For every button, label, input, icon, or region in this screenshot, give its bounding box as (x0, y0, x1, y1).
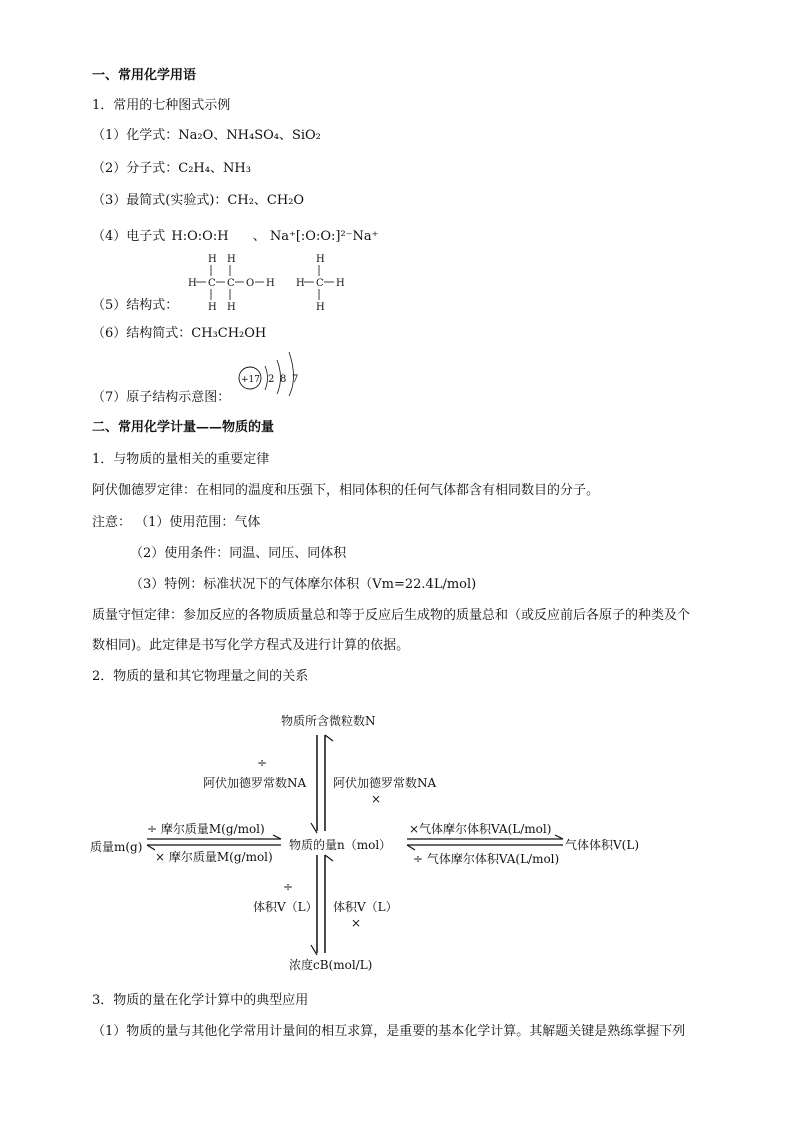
atom-c: C (316, 278, 324, 289)
peroxide-electron-formula: H:O:O:H (171, 229, 229, 244)
times-sign: × (371, 792, 382, 806)
note-item: （2）使用条件：同温、同压、同体积 (130, 546, 347, 561)
nucleus-charge: +17 (241, 375, 260, 385)
note-item: （3）特例：标准状况下的气体摩尔体积（Vm=22.4L/mol) (130, 577, 477, 592)
item-molecular-formula: （2）分子式：C₂H₄、NH₃ (92, 161, 251, 176)
label-volume-right: 体积V（L） (333, 900, 398, 914)
atom-o: O (246, 278, 255, 289)
na2o2-electron-formula: Na⁺[:O:O:]²⁻Na⁺ (269, 229, 379, 244)
section1-subtitle: 1．常用的七种图式示例 (92, 98, 231, 113)
application-paragraph: （1）物质的量与其他化学常用计量间的相互求算，是重要的基本化学计算。其解题关键是熟练掌握下列 (92, 1024, 686, 1039)
atom-h: H (266, 278, 275, 289)
section2-sub1: 1．与物质的量相关的重要定律 (92, 452, 270, 467)
atom-h: H (208, 254, 217, 265)
section2-sub2: 2．物质的量和其它物理量之间的关系 (92, 669, 309, 684)
atom-h: H (316, 302, 325, 313)
item-electron-formula-label: （4）电子式 (92, 229, 166, 244)
section1-title: 一、常用化学用语 (92, 68, 197, 83)
atom-h: H (316, 254, 325, 265)
div-sign: ÷ (283, 880, 294, 894)
node-amount-of-substance: 物质的量n（mol） (289, 838, 392, 852)
atom-h: H (336, 278, 345, 289)
section2-sub3: 3．物质的量在化学计算中的典型应用 (92, 993, 309, 1008)
node-gas-volume: 气体体积V(L) (565, 838, 639, 852)
mass-law-line1: 质量守恒定律：参加反应的各物质质量总和等于反应后生成物的质量总和（或反应前后各原子的种类及个 (92, 608, 691, 623)
item-electron-formula (92, 228, 379, 246)
label-molar-mass-times: × 摩尔质量M(g/mol) (155, 850, 273, 864)
label-molar-mass-div: ÷ 摩尔质量M(g/mol) (147, 822, 265, 836)
item-condensed-formula: （6）结构简式：CH₃CH₂OH (92, 326, 267, 341)
node-particle-count: 物质所含微粒数N (281, 714, 376, 728)
item-simplest-formula: （3）最简式(实验式)：CH₂、CH₂O (92, 193, 305, 208)
item-structural-formula: （5）结构式： (92, 298, 179, 313)
times-sign: × (351, 916, 362, 930)
atom-h: H (208, 302, 217, 313)
note-label: 注意： (92, 515, 132, 530)
atom-h: H (227, 302, 236, 313)
mass-law-line2: 数相同)。此定律是书写化学方程式及进行计算的依据。 (92, 638, 410, 653)
atom-h: H (296, 278, 305, 289)
label-gas-volume-div: ÷ 气体摩尔体积VA(L/mol) (413, 852, 560, 866)
label-volume-left: 体积V（L） (253, 900, 318, 914)
item-atom-diagram: （7）原子结构示意图： (92, 390, 231, 405)
note-item: （1）使用范围：气体 (135, 515, 261, 530)
quantity-relationship-diagram (85, 705, 685, 980)
item-chemical-formula: （1）化学式：Na₂O、NH₄SO₄、SiO₂ (92, 128, 321, 143)
label-gas-volume-times: ×气体摩尔体积VA(L/mol) (409, 822, 552, 836)
note-line (92, 514, 260, 532)
separator: 、 (252, 229, 266, 244)
structural-formula-figure (180, 250, 360, 315)
label-avogadro-left: 阿伏加德罗常数NA (203, 776, 307, 790)
shell-electrons: 8 (280, 374, 287, 385)
node-concentration: 浓度cB(mol/L) (289, 958, 373, 972)
atom-c: C (227, 278, 235, 289)
label-avogadro-right: 阿伏加德罗常数NA (333, 776, 437, 790)
atom-h: H (188, 278, 197, 289)
shell-electrons: 2 (268, 374, 275, 385)
node-mass: 质量m(g) (90, 840, 143, 854)
atom-structure-diagram (232, 348, 312, 396)
div-sign: ÷ (257, 756, 268, 770)
atom-c: C (208, 278, 216, 289)
atom-h: H (227, 254, 236, 265)
avogadro-law: 阿伏伽德罗定律：在相同的温度和压强下，相同体积的任何气体都含有相同数目的分子。 (92, 483, 600, 498)
section2-title: 二、常用化学计量——物质的量 (92, 420, 275, 435)
shell-electrons: 7 (292, 374, 299, 385)
